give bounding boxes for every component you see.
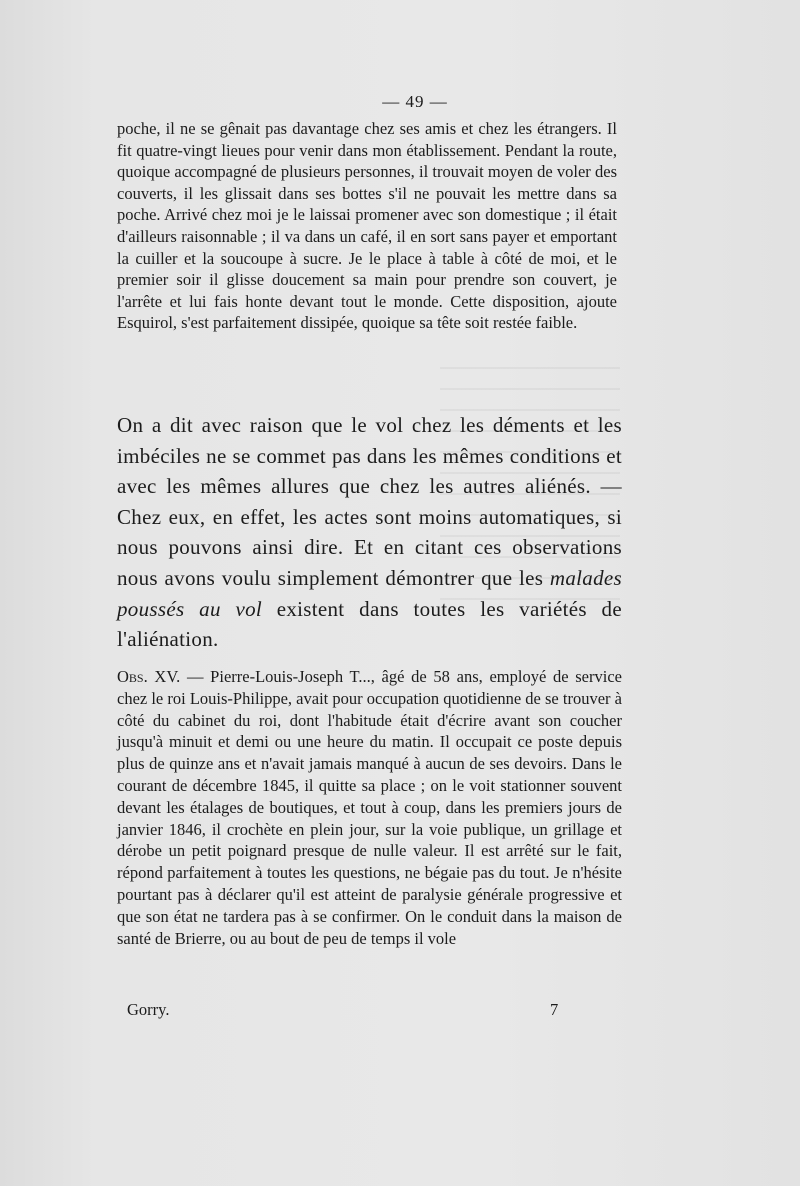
printer-signature: Gorry. [127, 1000, 170, 1019]
observation-label: Obs. XV. [117, 667, 181, 686]
commentary-italic-phrase: malades poussés au vol [117, 565, 622, 621]
paragraph-esquirol-quote: poche, il ne se gênait pas davantage chez ses amis et chez les étrangers. Il fit quatre-vingt lieues pour venir dans mon établissement. Pendant la route, quoique accompagné de plusieurs personnes, il trouvait moyen de voler des couverts, il les glissait dans ses bottes s'il ne pouvait les mettre dans sa poche. Arrivé chez moi je le laissai promener avec son domestique ; il était d'ailleurs raisonnable ; il va dans un café, il en sort sans payer et emportant la cuiller et la soucoupe à sucre. Je le place à table à côté de moi, et le premier soir il glisse doucement sa main pour prendre son couvert, je l'arrête et lui fais honte devant tout le monde. Cette disposition, ajoute Esquirol, s'est parfaitement dissipée, quoique sa tête soit restée faible. [117, 119, 617, 333]
observation-text: — Pierre-Louis-Joseph T..., âgé de 58 ans, employé de service chez le roi Louis-Philippe, avait pour occupation quotidienne de se trouver à côté du cabinet du roi, dont l'habitude était d'écrire avant son coucher jusqu'à minuit et demi ou une heure du matin. Il occupait ce poste depuis plus de quinze ans et n'avait jamais manqué à aucun de ses devoirs. Dans le courant de décembre 1845, il quitte sa place ; on le voit stationner souvent devant les étalages de boutiques, et tout à coup, dans les premiers jours de janvier 1846, il crochète en plein jour, sur la voie publique, un grillage et dérobe un petit poignard presque de nulle valeur. Il est arrêté sur le fait, répond parfaitement à toutes les questions, ne bégaie pas du tout. Je n'hésite pourtant pas à déclarer qu'il est atteint de paralysie générale progressive et que son état ne tardera pas à se confirmer. On le conduit dans la maison de santé de Brierre, ou au bout de peu de temps il vole [117, 667, 622, 948]
paragraph-observation-xv [117, 666, 622, 949]
commentary-text-before: On a dit avec raison que le vol chez les déments et les imbéciles ne se commet pas dans les mêmes conditions et avec les mêmes allures que chez les autres aliénés. — Chez eux, en effet, les actes sont moins automatiques, si nous pouvons ainsi dire. Et en citant ces observations nous avons voulu simplement démontrer que les [117, 413, 622, 590]
commentary-text-after: existent dans toutes les variétés de l'aliénation. [117, 596, 622, 652]
page-number: — 49 — [382, 92, 448, 111]
paragraph-commentary [117, 410, 622, 655]
sheet-number: 7 [550, 1000, 559, 1019]
